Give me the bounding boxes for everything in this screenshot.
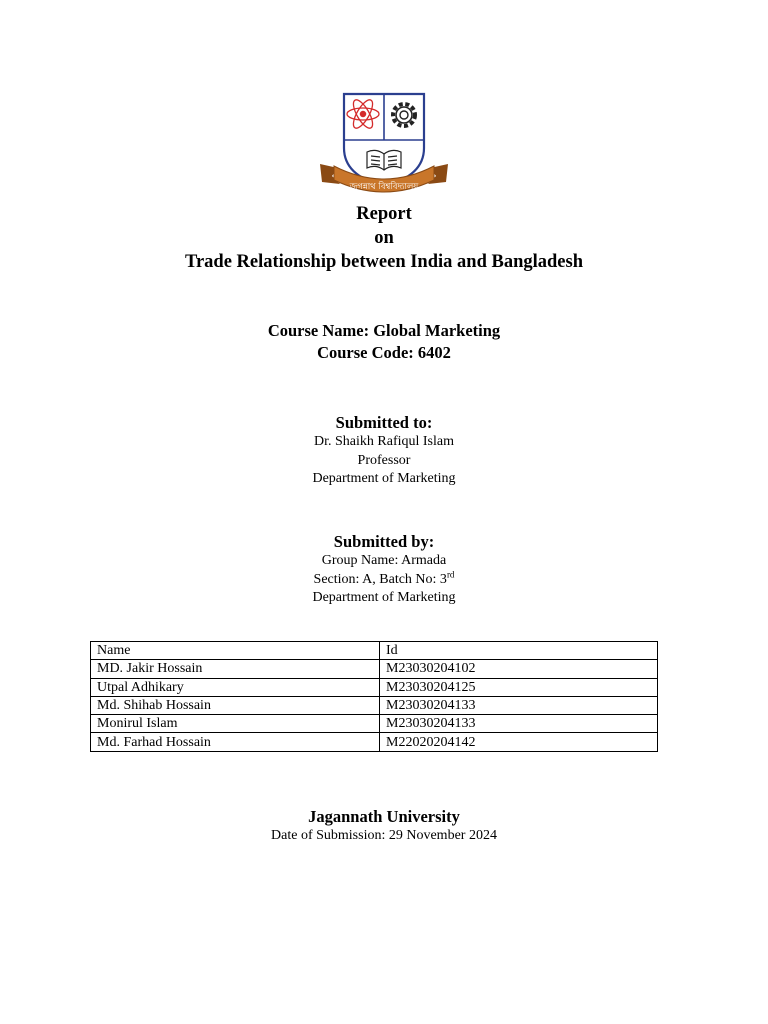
course-code: Course Code: 6402 [317,342,451,362]
submitted-by-heading: Submitted by: [333,532,435,551]
table-row [91,660,658,678]
table-header-row [91,642,658,660]
submitted-by-section [0,531,768,608]
university-name: Jagannath University [308,807,460,826]
member-name: Utpal Adhikary [91,678,380,696]
book-icon [367,150,401,170]
university-logo [316,92,452,200]
table-row [91,696,658,714]
supervisor-name: Dr. Shaikh Rafiqul Islam [314,434,454,449]
group-department: Department of Marketing [312,590,456,605]
logo-motto: জগন্নাথ বিশ্ববিদ্যালয় [349,182,419,192]
table-row [91,733,658,751]
header-name: Name [91,642,380,660]
course-info [0,320,768,363]
member-id: M23030204125 [380,678,658,696]
member-id: M22020204142 [380,733,658,751]
member-name: MD. Jakir Hossain [91,660,380,678]
title-line-2: on [374,228,394,248]
submission-date: Date of Submission: 29 November 2024 [271,828,497,843]
footer-section [0,806,768,846]
member-name: Monirul Islam [91,715,380,733]
submitted-to-section [0,412,768,489]
member-id: M23030204133 [380,696,658,714]
supervisor-designation: Professor [357,452,411,468]
member-name: Md. Farhad Hossain [91,733,380,751]
title-line-1: Report [356,204,412,224]
section-batch: Section: A, Batch No: 3rd [313,568,455,587]
member-name: Md. Shihab Hossain [91,696,380,714]
member-id: M23030204102 [380,660,658,678]
course-name: Course Name: Global Marketing [267,321,501,340]
members-table [90,641,658,752]
header-id: Id [380,642,658,660]
table-row [91,715,658,733]
member-id: M23030204133 [380,715,658,733]
supervisor-department: Department of Marketing [312,471,456,486]
group-name: Group Name: Armada [321,553,447,568]
title-line-3: Trade Relationship between India and Bangladesh [184,252,583,272]
report-title [0,202,768,274]
submitted-to-heading: Submitted to: [335,413,433,432]
table-row [91,678,658,696]
